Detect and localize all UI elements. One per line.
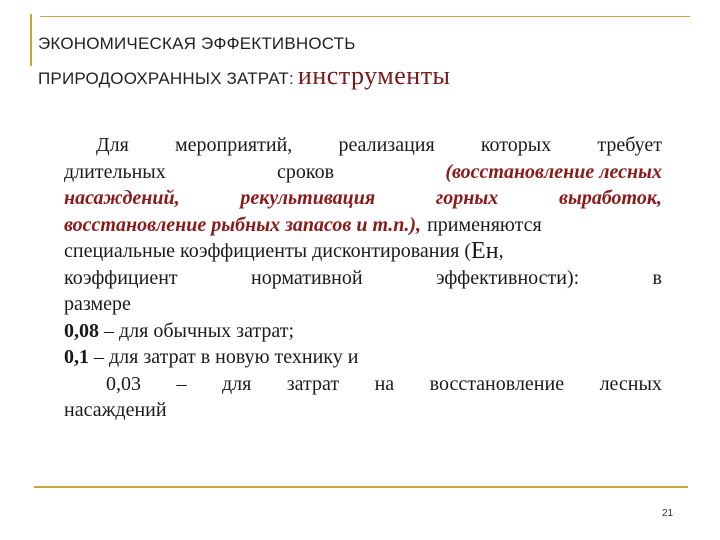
- highlight-word: насаждений,: [64, 187, 180, 209]
- highlight-text: (восстановление лесных: [445, 160, 662, 183]
- word: Для: [96, 134, 129, 156]
- word: лесных: [599, 372, 662, 395]
- word: затрат: [286, 372, 340, 395]
- text: специальные коэффициенты дисконтирования (: [64, 240, 472, 262]
- word: коэффициент: [64, 266, 178, 289]
- coefficient-symbol: Ен: [471, 238, 499, 264]
- slide-title: [38, 30, 698, 98]
- title-line-2-caps: ПРИРОДООХРАННЫХ ЗАТРАТ:: [38, 69, 294, 88]
- word: восстановление: [429, 372, 565, 395]
- word: в: [652, 266, 662, 289]
- highlight-word: горных: [435, 187, 499, 209]
- bottom-rule: [34, 486, 688, 488]
- rate-description: – для затрат в новую технику и: [89, 346, 359, 368]
- page-number: 21: [662, 508, 674, 519]
- word: которых: [480, 134, 552, 156]
- word: насаждений: [64, 399, 167, 421]
- highlight-word: выработок,: [559, 187, 662, 209]
- body-line-7: [64, 291, 662, 318]
- body-line-6: [64, 265, 662, 292]
- word: требует: [597, 134, 662, 156]
- word: для: [221, 372, 252, 395]
- word: нормативной: [251, 266, 363, 289]
- title-top-rule: [30, 16, 690, 17]
- body-line-2: [64, 159, 662, 186]
- word: применяются: [427, 213, 542, 236]
- word: размере: [64, 293, 131, 315]
- title-accent: инструменты: [297, 61, 451, 90]
- body-line-10: [64, 371, 662, 398]
- body-line-3: [64, 185, 662, 212]
- title-line-1: ЭКОНОМИЧЕСКАЯ ЭФФЕКТИВНОСТЬ: [38, 34, 356, 53]
- body-line-11: [64, 397, 662, 424]
- body-line-8: [64, 318, 662, 345]
- word: реализация: [338, 134, 435, 156]
- highlight-text: восстановление рыбных запасов и т.п.),: [64, 213, 422, 236]
- body-line-1: [64, 132, 662, 159]
- body-text: [64, 132, 662, 424]
- word: мероприятий,: [174, 134, 293, 156]
- body-line-4: [64, 212, 662, 239]
- text: ,: [498, 240, 504, 262]
- body-line-5: [64, 238, 662, 265]
- word: длительных: [64, 160, 166, 183]
- word: эффективности):: [435, 266, 580, 289]
- word: на: [374, 372, 395, 395]
- title-line-2: [38, 58, 698, 98]
- rate-value: 0,08: [64, 319, 99, 342]
- word: –: [176, 372, 187, 395]
- highlight-word: рекультивация: [240, 187, 376, 209]
- body-line-9: [64, 344, 662, 371]
- rate-value: 0,1: [64, 346, 89, 368]
- rate-value: 0,03: [106, 372, 141, 395]
- word: сроков: [277, 160, 335, 183]
- rate-description: – для обычных затрат;: [99, 319, 295, 342]
